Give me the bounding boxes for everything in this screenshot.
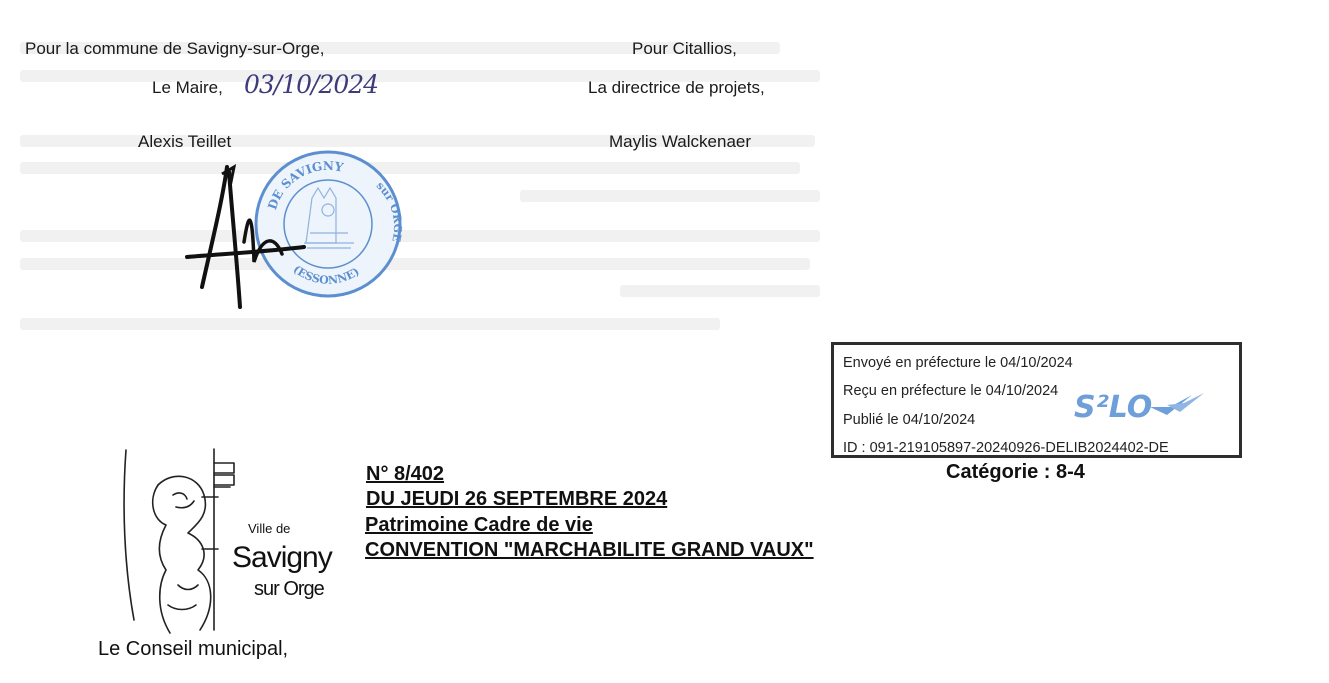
- act-id: ID : 091-219105897-20240926-DELIB2024402-DE: [843, 440, 1169, 456]
- left-role-label: Le Maire,: [152, 78, 223, 97]
- handwritten-date: 03/10/2024: [244, 70, 379, 99]
- logo-sur-orge: sur Orge: [254, 578, 324, 600]
- s2lo-logo: [1072, 385, 1207, 425]
- categorie-label: Catégorie : 8-4: [946, 461, 1085, 483]
- seal-right-text: sur ORGE: [373, 178, 404, 244]
- right-role-label: La directrice de projets,: [588, 78, 765, 97]
- right-signatory-name: Maylis Walckenaer: [609, 132, 752, 151]
- prefecture-stamp: [831, 342, 1242, 458]
- logo-savigny: Savigny: [232, 541, 332, 574]
- deliberation-number: N° 8/402: [366, 463, 445, 485]
- left-commune-label: Pour la commune de Savigny-sur-Orge,: [25, 39, 325, 58]
- deliberation-date: DU JEUDI 26 SEPTEMBRE 2024: [366, 488, 668, 510]
- published-date: Publié le 04/10/2024: [843, 412, 976, 428]
- sent-to-prefecture: Envoyé en préfecture le 04/10/2024: [843, 355, 1073, 371]
- council-label: Le Conseil municipal,: [98, 638, 289, 660]
- seal-top-text: DE SAVIGNY: [265, 158, 345, 212]
- lion-icon: [124, 449, 234, 633]
- handwritten-signature: [182, 162, 312, 312]
- left-signatory-name: Alexis Teillet: [138, 132, 232, 151]
- deliberation-service: Patrimoine Cadre de vie: [365, 514, 593, 536]
- right-org-label: Pour Citallios,: [632, 39, 737, 58]
- savigny-town-logo: [118, 445, 333, 645]
- logo-ville-de: Ville de: [248, 521, 291, 536]
- deliberation-title: CONVENTION "MARCHABILITE GRAND VAUX": [365, 539, 814, 561]
- seal-bottom-text: (ESSONNE): [290, 262, 362, 287]
- s2lo-logo-text: S²LO: [1074, 390, 1153, 425]
- bleed-through-text: [20, 30, 830, 330]
- received-at-prefecture: Reçu en préfecture le 04/10/2024: [843, 383, 1059, 399]
